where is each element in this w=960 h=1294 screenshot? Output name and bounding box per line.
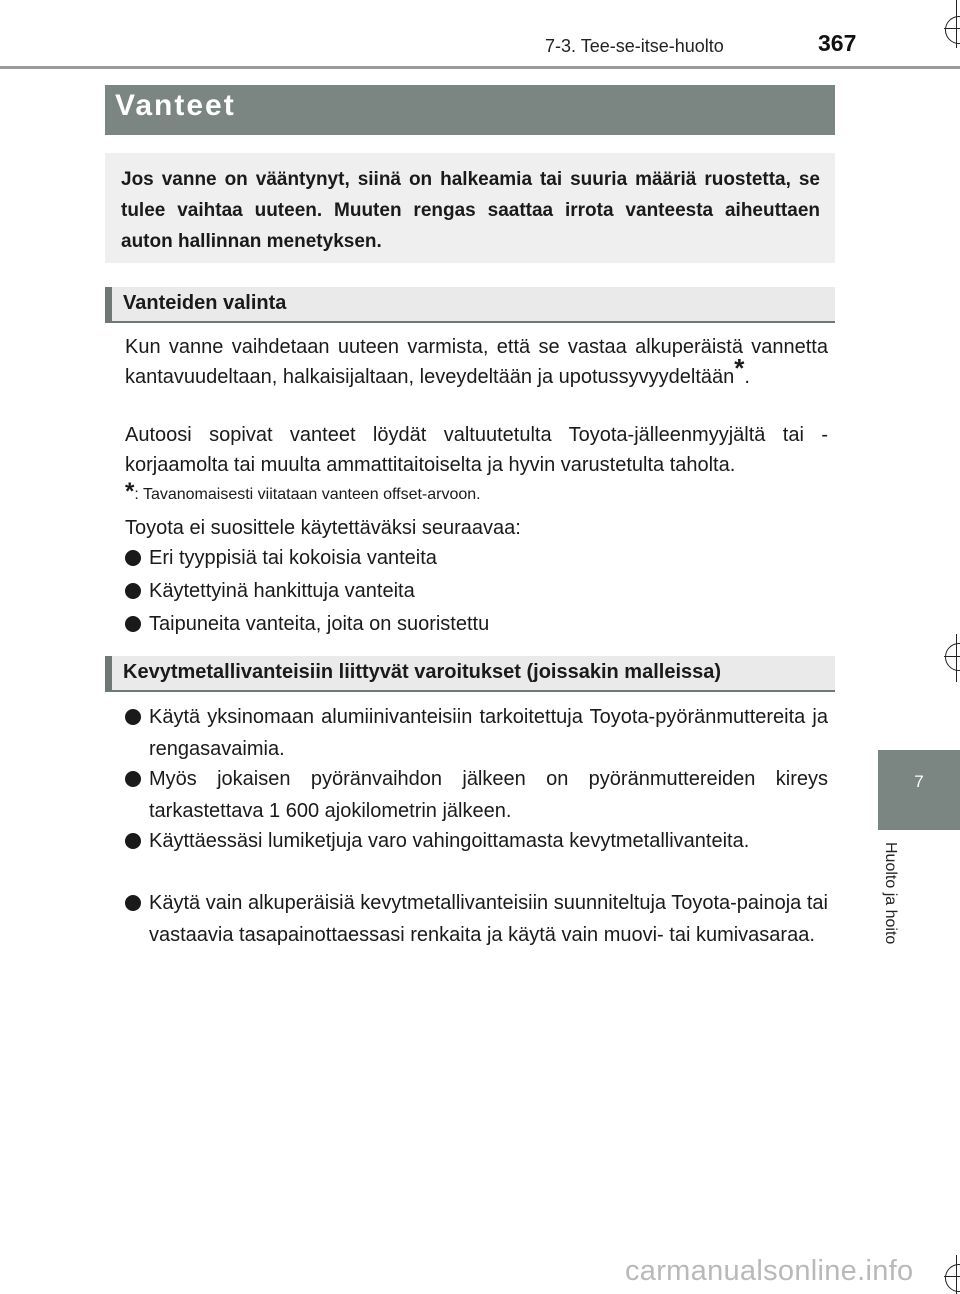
list-item [125,543,828,575]
crop-mark-circle [945,16,960,44]
section-heading-alloy-warnings [105,656,835,692]
list-item-text: Myös jokaisen pyöränvaihdon jälkeen on pyöränmuttereiden kireys tarkastettava 1 600 ajokilometrin jälkeen. [149,768,828,822]
list-item [125,764,828,827]
list-item-text: Taipuneita vanteita, joita on suoristettu [149,613,490,635]
asterisk-mark: * [734,352,745,383]
section-heading-wheel-selection [105,287,835,323]
section-heading-accent [105,287,112,321]
warning-text: Jos vanne on vääntynyt, siinä on halkeamia tai suuria määriä ruostetta, se tulee vaihtaa uuteen. Muuten rengas saattaa irrota vanteesta aiheuttaen auton hallinnan menetyksen. [121,169,820,252]
bullet-icon [125,709,141,725]
footnote-text: : Tavanomaisesti viitataan vanteen offset-arvoon. [134,486,481,503]
list-item [125,826,828,858]
list-item-text: Käytä vain alkuperäisiä kevytmetallivanteisiin suunniteltuja Toyota-painoja tai vastaavia tasapainottaessasi renkaita ja käytä vain muovi- tai kumivasaraa. [149,892,828,946]
list-item [125,702,828,765]
chapter-label [877,842,907,972]
bullet-icon [125,771,141,787]
paragraph-text: Autoosi sopivat vanteet löydät valtuutetulta Toyota-jälleenmyyjältä tai -korjaamolta tai muulta ammattitaitoiselta ja hyvin varustetulta taholta. [125,424,828,476]
chapter-number: 7 [914,772,924,791]
list-item-text: Eri tyyppisiä tai kokoisia vanteita [149,547,437,569]
footnote-asterisk: * [125,478,135,505]
paragraph-end: . [744,365,750,388]
page-number: 367 [818,30,857,56]
paragraph-text: Kun vanne vaihdetaan uuteen varmista, että se vastaa alkuperäistä vannetta kantavuudeltaan, halkaisijaltaan, leveydeltään ja upotussyvyydeltään [125,336,828,388]
watermark: carmanualsonline.info [625,1255,914,1287]
section-heading-accent [105,656,112,690]
list-item [125,888,828,951]
paragraph-dealer [125,421,828,480]
chapter-label-text: Huolto ja hoito [882,842,899,945]
page-title: Vanteet [115,89,236,122]
bullet-icon [125,616,141,632]
bullet-icon [125,583,141,599]
warning-box [105,153,835,263]
list-item [125,609,828,641]
footnote [125,477,828,510]
list-item-text: Käytä yksinomaan alumiinivanteisiin tarkoitettuja Toyota-pyöränmuttereita ja rengasavaimia. [149,706,828,760]
list-intro: Toyota ei suosittele käytettäväksi seuraavaa: [125,517,521,539]
bullet-icon [125,895,141,911]
header-divider [0,66,960,69]
list-item [125,576,828,608]
list-item-text: Käyttäessäsi lumiketjuja varo vahingoittamasta kevytmetallivanteita. [149,830,750,852]
list-item-text: Käytettyinä hankittuja vanteita [149,580,415,602]
crop-mark-circle [945,643,960,671]
section-heading-text: Vanteiden valinta [123,292,287,314]
section-heading-text: Kevytmetallivanteisiin liittyvät varoitukset (joissakin malleissa) [123,661,722,683]
bullet-icon [125,550,141,566]
paragraph-wheel-match [125,333,828,392]
bullet-icon [125,833,141,849]
crop-mark-circle [945,1264,960,1292]
section-breadcrumb: 7-3. Tee-se-itse-huolto [545,36,724,56]
